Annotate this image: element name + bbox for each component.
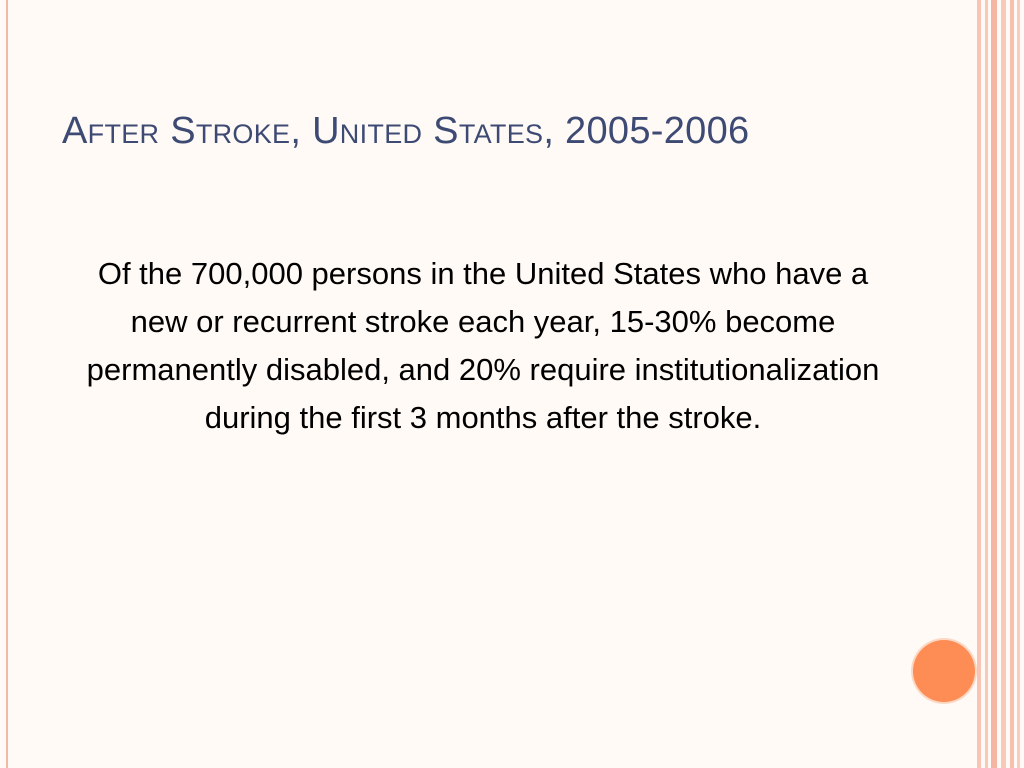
right-border-stripe	[1001, 0, 1006, 768]
slide-title: After Stroke, United States, 2005-2006	[62, 110, 750, 152]
orange-circle-icon	[913, 640, 975, 702]
right-border-stripe	[985, 0, 988, 768]
right-border-stripe	[991, 0, 997, 768]
left-border-line	[6, 0, 8, 768]
slide-body-text: Of the 700,000 persons in the United States who have a new or recurrent stroke each year, 15-30% become permanently disabled, and 20% require institutionalization during the first 3 months after the stroke.	[86, 256, 880, 435]
right-border-stripe	[1017, 0, 1020, 768]
right-border-stripe	[977, 0, 981, 768]
right-border-stripe	[1010, 0, 1014, 768]
